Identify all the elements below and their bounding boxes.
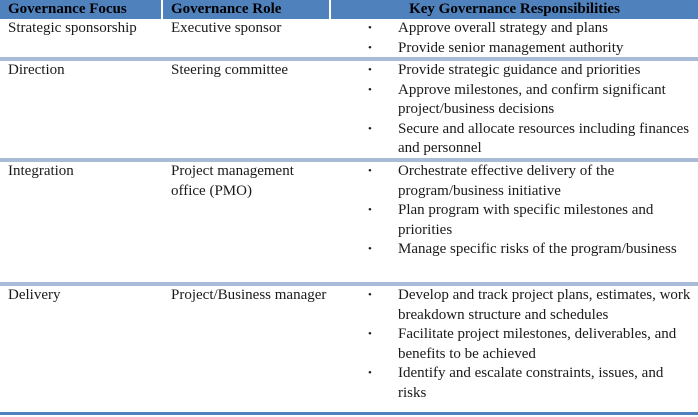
table-bottom-border (0, 412, 698, 415)
responsibility-list (331, 162, 698, 260)
responsibility-text: Facilitate project milestones, deliverables, and benefits to be achieved (398, 326, 677, 362)
governance-role-cell: Project/Business manager (171, 287, 327, 303)
list-item (331, 325, 698, 364)
table-row (0, 19, 698, 61)
bullet-icon: • (368, 289, 372, 301)
responsibilities-cell (331, 61, 698, 158)
header-governance-role: Governance Role (163, 0, 331, 19)
responsibility-text: Secure and allocate resources including finances and personnel (398, 120, 690, 156)
responsibility-text: Manage specific risks of the program/business (398, 241, 677, 257)
bullet-icon: • (368, 367, 372, 379)
responsibilities-cell (331, 286, 698, 417)
table-row (0, 286, 698, 417)
responsibilities-cell (331, 19, 698, 57)
list-item (331, 19, 698, 39)
responsibility-text: Identify and escalate constraints, issues, and risks (398, 365, 664, 401)
governance-role-cell: Executive sponsor (171, 20, 282, 36)
bullet-icon: • (368, 328, 372, 340)
list-item (331, 162, 698, 201)
responsibility-list (331, 19, 698, 58)
table-header-row (0, 0, 698, 19)
bullet-icon: • (368, 64, 372, 76)
header-governance-focus: Governance Focus (0, 0, 163, 19)
bullet-icon: • (368, 83, 372, 96)
list-item (331, 286, 698, 325)
list-item (331, 364, 698, 403)
governance-focus-cell: Direction (8, 62, 65, 78)
governance-focus-cell: Delivery (8, 287, 61, 303)
responsibility-list (331, 286, 698, 403)
bullet-icon: • (368, 204, 372, 216)
responsibility-text: Develop and track project plans, estimates, work breakdown structure and schedules (398, 287, 691, 323)
list-item (331, 81, 698, 120)
responsibility-text: Provide senior management authority (398, 39, 624, 56)
bullet-icon: • (368, 122, 372, 135)
responsibilities-cell (331, 162, 698, 282)
bullet-icon: • (368, 243, 372, 255)
bullet-icon: • (368, 22, 372, 34)
list-item (331, 240, 698, 260)
responsibility-text: Provide strategic guidance and priorities (398, 62, 641, 78)
header-key-responsibilities: Key Governance Responsibilities (409, 1, 620, 17)
list-item (331, 39, 698, 59)
bullet-icon: • (368, 165, 372, 177)
bullet-icon: • (368, 41, 372, 54)
responsibility-text: Plan program with specific milestones and priorities (398, 202, 654, 238)
table-row (0, 162, 698, 286)
list-item (331, 201, 698, 240)
responsibility-list (331, 61, 698, 159)
responsibility-text: Approve milestones, and confirm significant project/business decisions (398, 81, 666, 117)
list-item (331, 61, 698, 81)
responsibility-text: Orchestrate effective delivery of the program/business initiative (398, 163, 615, 199)
list-item (331, 120, 698, 159)
governance-role-cell: Steering committee (171, 62, 289, 78)
governance-focus-cell: Strategic sponsorship (8, 20, 137, 36)
governance-focus-cell: Integration (8, 163, 74, 179)
table-row (0, 61, 698, 162)
responsibility-text: Approve overall strategy and plans (398, 20, 608, 36)
governance-role-cell: Project management office (PMO) (171, 163, 294, 199)
